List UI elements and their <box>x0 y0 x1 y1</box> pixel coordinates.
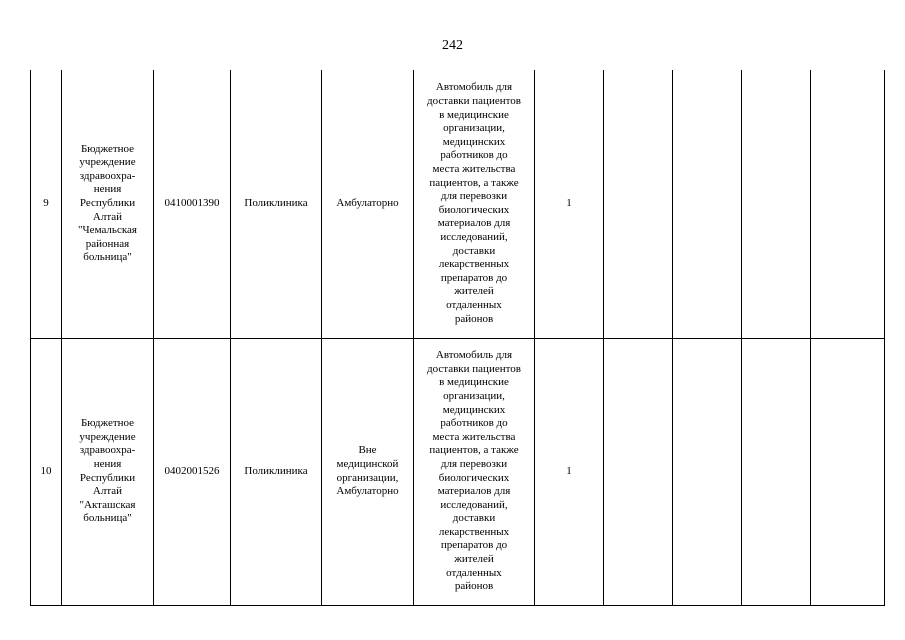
conditions-cell: Амбулаторно <box>322 70 414 338</box>
unit-type-cell: Поликлиника <box>231 338 322 605</box>
table-row <box>31 70 885 338</box>
organization-cell: Бюджетное учреждение здравоохра- нения Республики Алтай "Чемальская районная больница" <box>62 70 154 338</box>
page-number: 242 <box>442 38 463 53</box>
empty-cell <box>604 70 673 338</box>
empty-cell <box>811 338 885 605</box>
table-row <box>31 338 885 605</box>
row-number-cell: 9 <box>31 70 62 338</box>
organization-cell: Бюджетное учреждение здравоохра- нения Республики Алтай "Акташская больница" <box>62 338 154 605</box>
empty-cell <box>673 338 742 605</box>
quantity-cell: 1 <box>535 338 604 605</box>
empty-cell <box>742 338 811 605</box>
quantity-cell: 1 <box>535 70 604 338</box>
row-number-cell: 10 <box>31 338 62 605</box>
code-cell: 0402001526 <box>154 338 231 605</box>
empty-cell <box>673 70 742 338</box>
empty-cell <box>604 338 673 605</box>
empty-cell <box>811 70 885 338</box>
conditions-cell: Вне медицинской организации, Амбулаторно <box>322 338 414 605</box>
document-table <box>30 70 885 606</box>
code-cell: 0410001390 <box>154 70 231 338</box>
purpose-cell: Автомобиль для доставки пациентов в медицинские организации, медицинских работников до места жительства пациентов, а также для перевозки биологических материалов для исследований, доставки лекарственных препаратов до жителей отдаленных районов <box>414 70 535 338</box>
purpose-cell: Автомобиль для доставки пациентов в медицинские организации, медицинских работников до места жительства пациентов, а также для перевозки биологических материалов для исследований, доставки лекарственных препаратов до жителей отдаленных районов <box>414 338 535 605</box>
empty-cell <box>742 70 811 338</box>
unit-type-cell: Поликлиника <box>231 70 322 338</box>
